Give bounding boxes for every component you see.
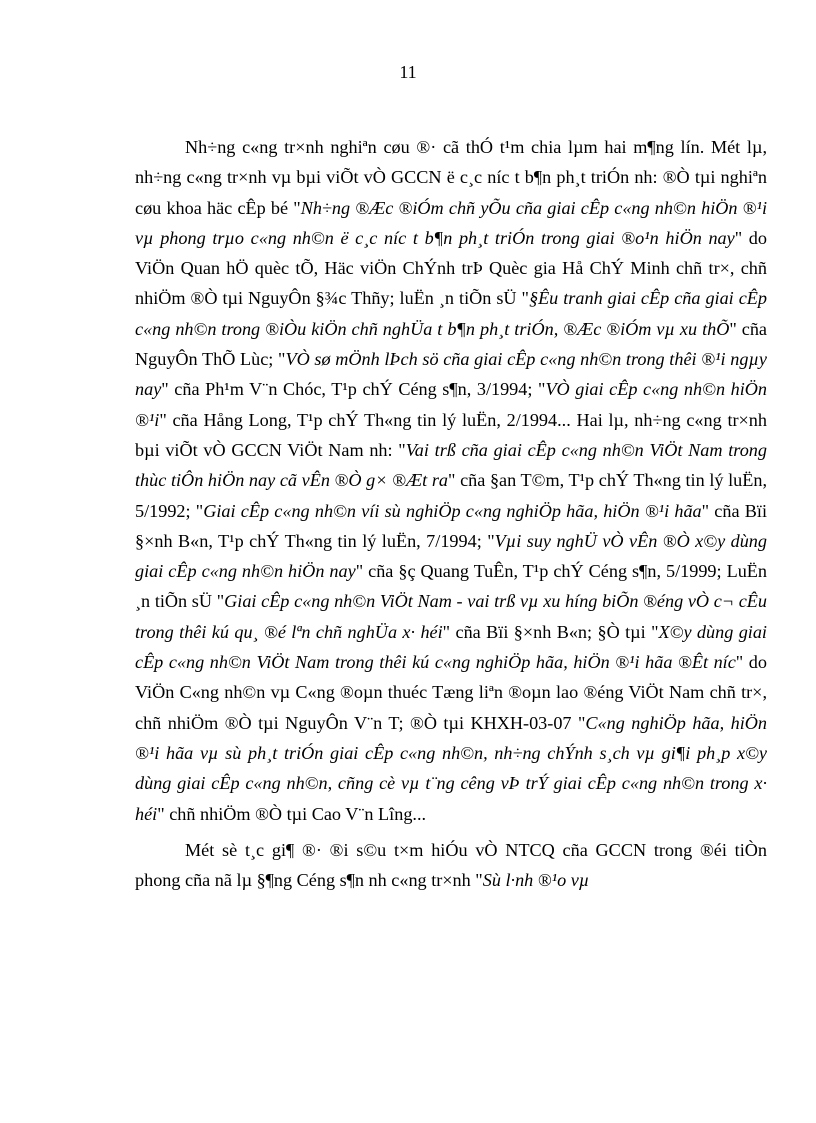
text-run: " do ViÖn C«ng nh©n vµ C«ng ®oµn thuéc Tæng liªn ®oµn lao ®éng ViÖt Nam chñ tr×, chñ nhiÖm ®Ò tµi NguyÔn V¨n T; ®Ò tµi KHXH-03-07 "	[135, 652, 767, 733]
text-run: " cña Ph¹m V¨n Chóc, T¹p chÝ Céng s¶n, 3/1994; "	[161, 379, 546, 400]
text-run: " cña §ç Quang TuÊn, T¹p chÝ Céng s¶n, 5/1999; LuËn ¸n tiÕn sÜ "	[135, 561, 767, 612]
text-run: Mét sè t¸c gi¶ ®· ®i s©u t×m hiÓu vÒ NTCQ cña GCCN trong ®éi tiÒn phong cña nã lµ §¶ng Céng s¶n nh c«ng tr×nh "	[135, 839, 767, 891]
body-text	[135, 132, 767, 895]
paragraph	[135, 132, 767, 829]
italic-title-text: Vai trß cña giai cÊp c«ng nh©n ViÖt Nam trong thùc tiÔn hiÖn nay cã vÊn ®Ò g× ®Æt ra	[135, 439, 767, 491]
italic-title-text: C«ng nghiÖp hãa, hiÖn ®¹i hãa vµ sù ph¸t triÓn giai cÊp c«ng nh©n, nh÷ng chÝnh s¸ch vµ gi¶i ph¸p x©y dùng giai cÊp c«ng nh©n, cñng cè vµ t¨ng cêng vÞ trÝ giai cÊp c«ng nh©n trong x· héi	[135, 712, 767, 824]
text-run: " cña NguyÔn ThÕ Lùc; "	[135, 318, 767, 370]
text-run: " cña §an T©m, T¹p chÝ Th«ng tin lý luËn, 5/1992; "	[135, 470, 768, 521]
italic-title-text: Vµi suy nghÜ vÒ vÊn ®Ò x©y dùng giai cÊp c«ng nh©n hiÖn nay	[135, 530, 767, 582]
text-run: " do ViÖn Quan hÖ quèc tÕ, Häc viÖn ChÝnh trÞ Quèc gia Hå ChÝ Minh chñ tr×, chñ nhiÖm ®Ò tµi NguyÔn §¾c Thñy; luËn ¸n tiÕn sÜ "	[135, 227, 767, 309]
text-run: " cña Bïi §×nh B«n; §Ò tµi "	[442, 621, 659, 642]
text-run: " cña Bïi §×nh B«n, T¹p chÝ Th«ng tin lý luËn, 7/1994; "	[135, 500, 768, 551]
italic-title-text: X©y dùng giai cÊp c«ng nh©n ViÖt Nam trong thêi kú c«ng nghiÖp hãa, hiÖn ®¹i hãa ®Êt níc	[135, 621, 767, 673]
text-run: Nh÷ng c«ng tr×nh nghiªn cøu ®· cã thÓ t¹m chia lµm hai m¶ng lín. Mét lµ, nh÷ng c«ng tr×nh vµ bµi viÕt vÒ GCCN ë c¸c níc t b¶n ph¸t triÓn nh: ®Ò tµi nghiªn cøu khoa häc cÊp bé "	[135, 137, 767, 218]
italic-title-text: Sù l·nh ®¹o vµ	[482, 870, 590, 891]
italic-title-text: VÒ giai cÊp c«ng nh©n hiÖn ®¹i	[135, 379, 767, 430]
text-run: " chñ nhiÖm ®Ò tµi Cao V¨n Lîng...	[157, 803, 427, 824]
italic-title-text: Giai cÊp c«ng nh©n ViÖt Nam - vai trß vµ xu híng biÕn ®éng vÒ c¬ cÊu trong thêi kú qu¸ ®é lªn chñ nghÜa x· héi	[135, 591, 767, 642]
text-run: " cña Hång Long, T¹p chÝ Th«ng tin lý luËn, 2/1994... Hai lµ, nh÷ng c«ng tr×nh bµi viÕt vÒ GCCN ViÖt Nam nh: "	[135, 409, 767, 460]
italic-title-text: Giai cÊp c«ng nh©n víi sù nghiÖp c«ng nghiÖp hãa, hiÖn ®¹i hãa	[203, 500, 702, 521]
italic-title-text: Nh÷ng ®Æc ®iÓm chñ yÕu cña giai cÊp c«ng nh©n hiÖn ®¹i vµ phong trµo c«ng nh©n ë c¸c níc t b¶n ph¸t triÓn trong giai ®o¹n hiÖn nay	[135, 197, 768, 248]
italic-title-text: §Êu tranh giai cÊp cña giai cÊp c«ng nh©n trong ®iÒu kiÖn chñ nghÜa t b¶n ph¸t triÓn, ®Æc ®iÓm vµ xu thÕ	[135, 288, 767, 339]
italic-title-text: VÒ sø mÖnh lÞch sö cña giai cÊp c«ng nh©n trong thêi ®¹i ngµy nay	[135, 349, 768, 400]
paragraph	[135, 835, 767, 896]
page-number: 11	[399, 62, 417, 82]
